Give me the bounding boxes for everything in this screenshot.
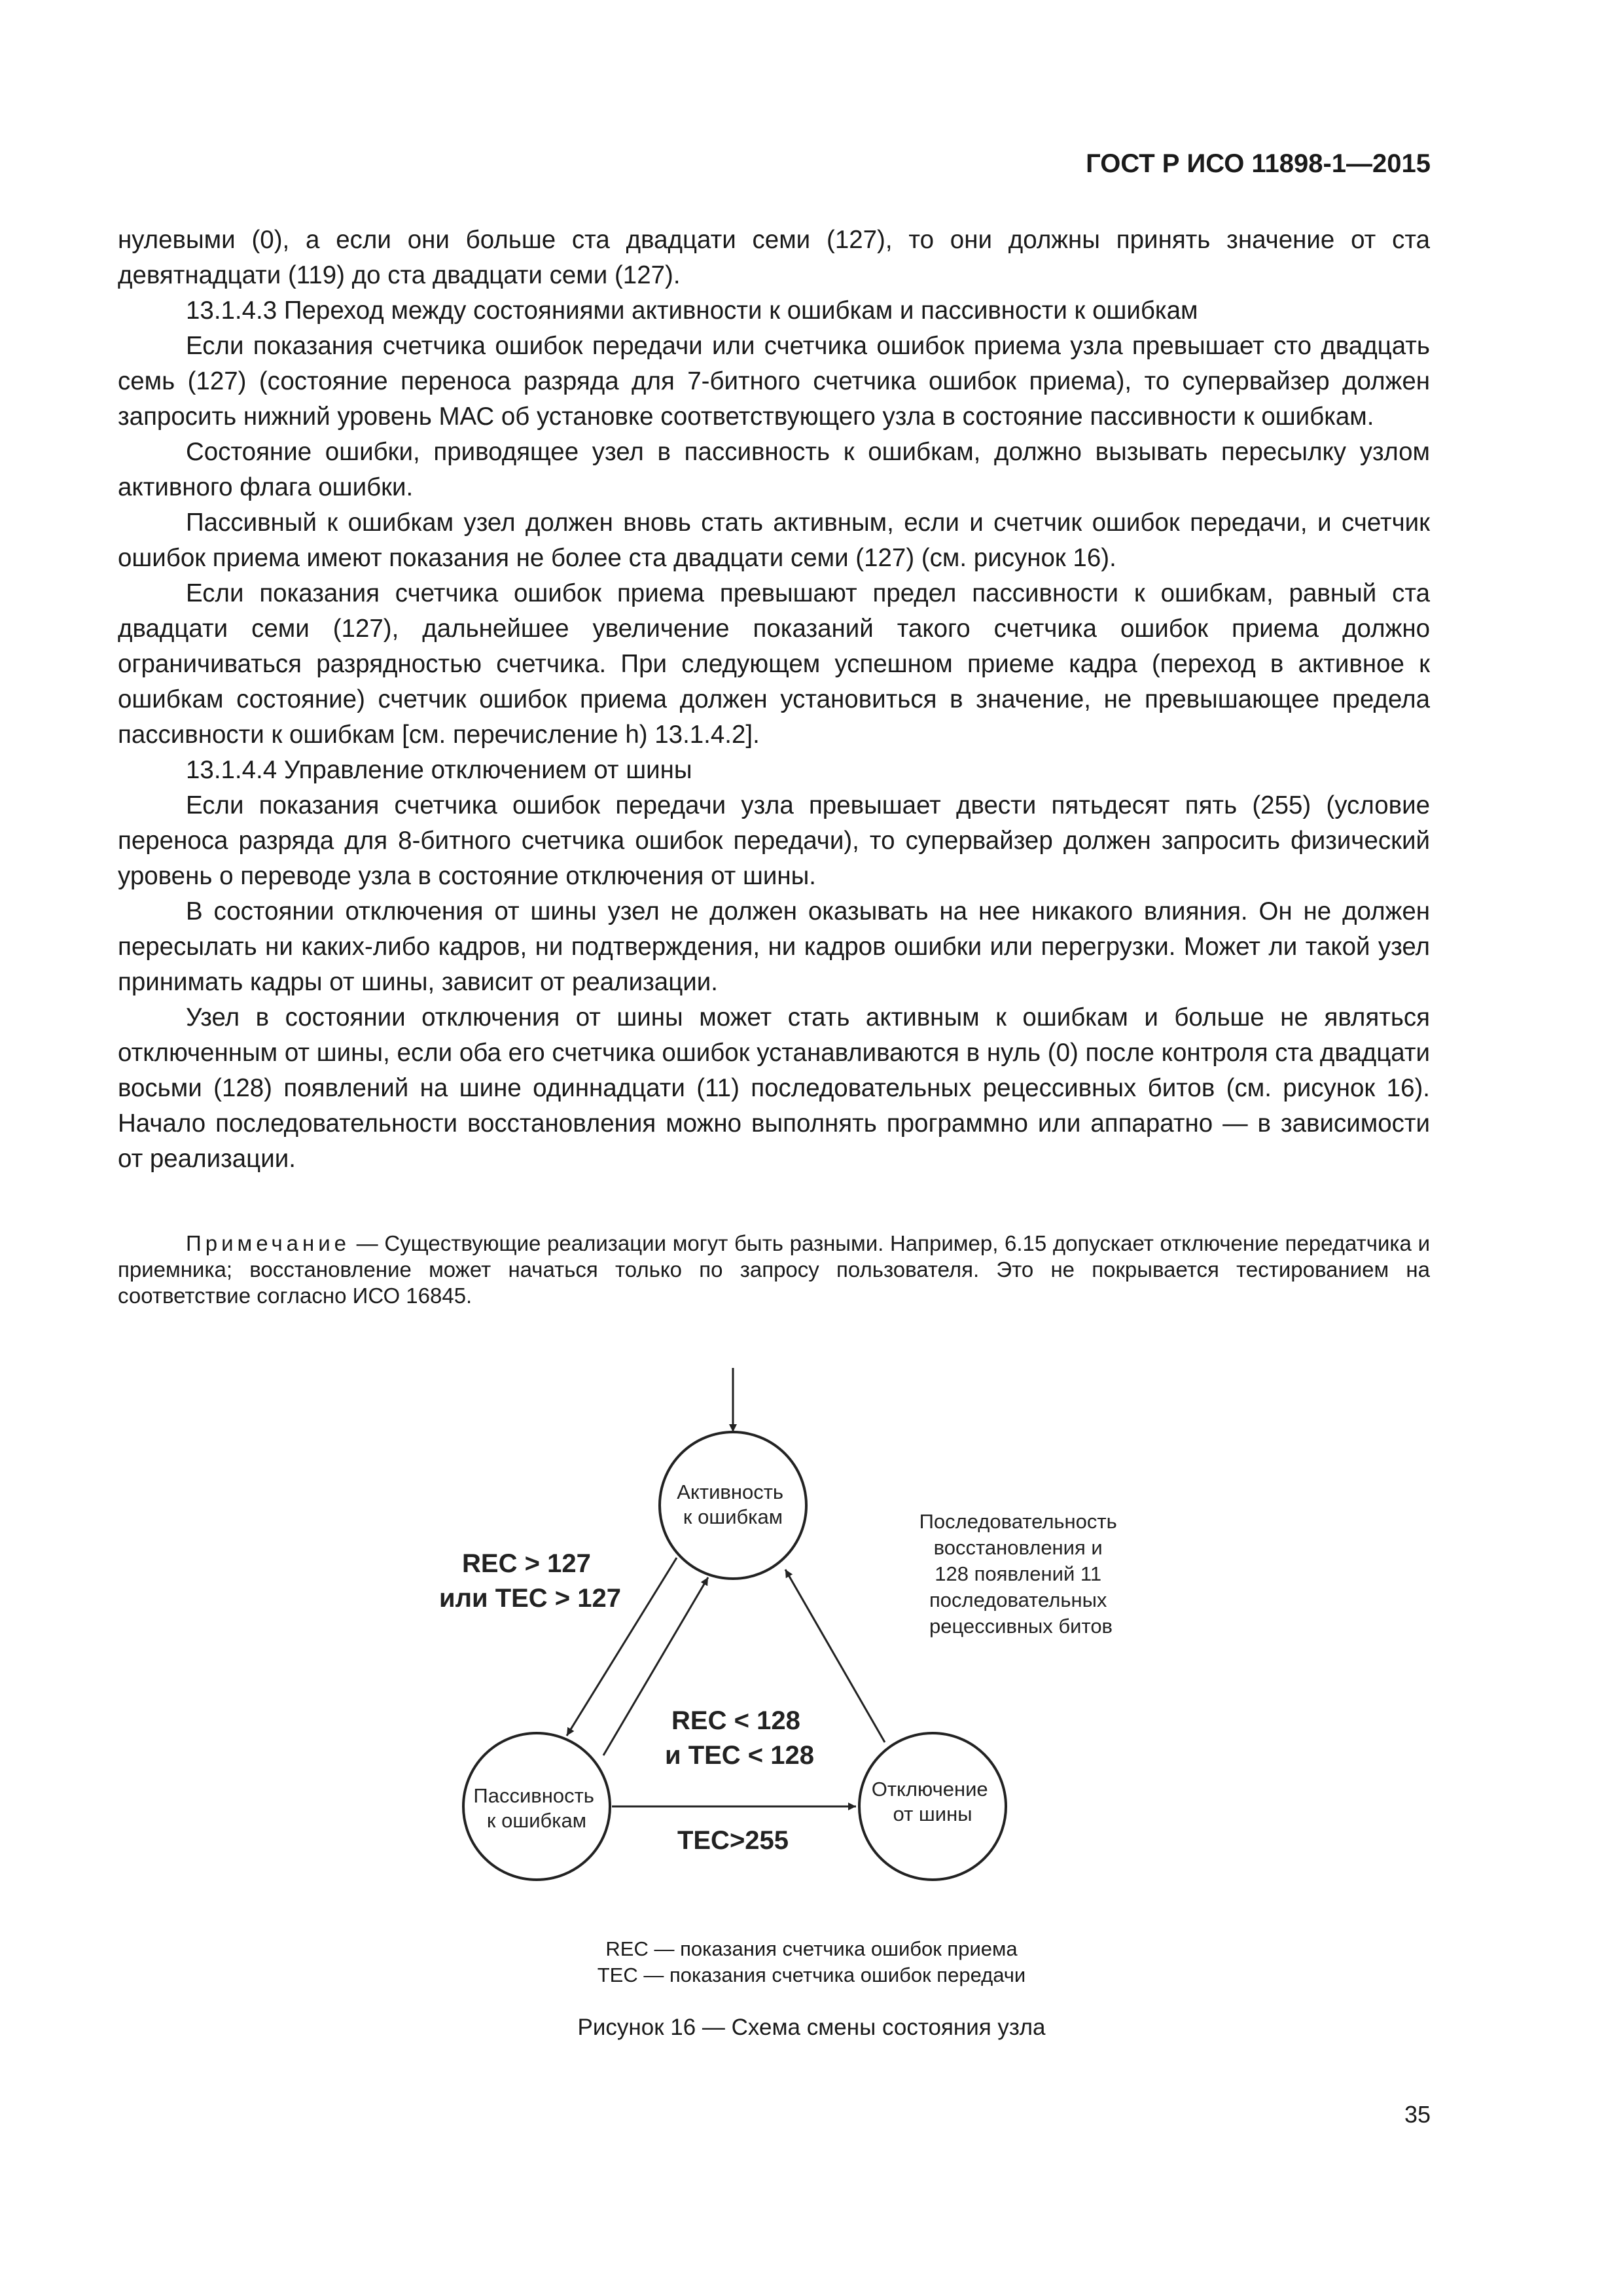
to-passive-condition: REC > 127 xyxy=(462,1549,591,1578)
legend-rec: REC — показания счетчика ошибок приема xyxy=(605,1937,1018,1960)
state-busoff-label: Отключение xyxy=(871,1778,988,1801)
state-diagram-figure xyxy=(0,1361,1623,1964)
section-heading: 13.1.4.4 Управление отключением от шины xyxy=(186,756,692,784)
figure-caption: Рисунок 16 — Схема смены состояния узла xyxy=(577,2015,1046,2040)
paragraph: Если показания счетчика ошибок передачи узла превышает двести пятьдесят пять (255) (условие переноса разряда для 8-битного счетчика ошибок передачи), то супервайзер должен запросить физический уровень о переводе узла в состояние отключения от шины. xyxy=(118,791,1430,890)
note-text: — Существующие реализации могут быть разными. Например, 6.15 допускает отключение передатчика и приемника; восстановление может начаться только по запросу пользователя. Это не покрывается тестированием на соответствие согласно ИСО 16845. xyxy=(118,1231,1430,1308)
recovery-condition: рецессивных битов xyxy=(929,1615,1113,1638)
document-header: ГОСТ Р ИСО 11898-1—2015 xyxy=(1086,149,1431,178)
to-active-condition: REC < 128 xyxy=(671,1706,800,1735)
paragraph: Состояние ошибки, приводящее узел в пассивность к ошибкам, должно вызывать пересылку узлом активного флага ошибки. xyxy=(118,438,1430,501)
paragraph: В состоянии отключения от шины узел не должен оказывать на нее никакого влияния. Он не должен пересылать ни каких-либо кадров, ни подтверждения, ни кадров ошибки или перегрузки. Может ли такой узел принимать кадры от шины, зависит от реализации. xyxy=(118,897,1430,996)
svg-text:Последовательность восст xyxy=(919,1510,1123,1638)
svg-text:REC > 127 или TEC > 127 xyxy=(439,1549,621,1613)
recovery-condition: последовательных xyxy=(929,1588,1107,1611)
paragraph: Узел в состоянии отключения от шины может стать активным к ошибкам и больше не являться отключенным от шины, если оба его счетчика ошибок устанавливаются в нуль (0) после контроля ста двадцати восьми (128) появлений на шине одиннадцати (11) последовательных рецессивных битов (см. рисунок 16). Начало последовательности восстановления можно выполнять программно или аппаратно — в зависимости от реализации. xyxy=(118,1003,1430,1173)
recovery-condition: Последовательность xyxy=(919,1510,1117,1533)
paragraph: нулевыми (0), а если они больше ста двадцати семи (127), то они должны принять значение от ста девятнадцати (119) до ста двадцати семи (127). xyxy=(118,226,1430,289)
recovery-condition: восстановления и xyxy=(933,1536,1103,1559)
svg-text:REC < 128 и TEC < 128 xyxy=(665,1706,814,1770)
page-number: 35 xyxy=(1404,2101,1431,2128)
state-busoff-label: от шины xyxy=(893,1803,972,1825)
paragraph: Если показания счетчика ошибок приема превышают предел пассивности к ошибкам, равный ста двадцати семи (127), дальнейшее увеличение показаний такого счетчика ошибок приема должно ограничиваться разрядностью счетчика. При следующем успешном приеме кадра (переход в активное к ошибкам состояние) счетчик ошибок приема должен установиться в значение, не превышающее предела пассивности к ошибкам [см. перечисление h) 13.1.4.2]. xyxy=(118,579,1430,749)
to-passive-condition: или TEC > 127 xyxy=(438,1584,622,1613)
paragraph: Пассивный к ошибкам узел должен вновь стать активным, если и счетчик ошибок передачи, и счетчик ошибок приема имеют показания не более ста двадцати семи (127) (см. рисунок 16). xyxy=(118,509,1430,572)
state-active-label: к ошибкам xyxy=(683,1505,783,1528)
state-diagram xyxy=(0,1361,1623,1964)
body-text xyxy=(118,223,1430,1177)
state-passive-label: Пассивность xyxy=(473,1784,594,1807)
note-label: Примечание xyxy=(186,1231,351,1255)
legend-tec: TEC — показания счетчика ошибок передачи xyxy=(597,1964,1026,1986)
state-active-label: Активность xyxy=(677,1480,784,1503)
to-busoff-condition: TEC>255 xyxy=(677,1826,789,1855)
state-passive-label: к ошибкам xyxy=(486,1809,587,1832)
to-active-condition: и TEC < 128 xyxy=(664,1741,815,1770)
section-heading: 13.1.4.3 Переход между состояниями активности к ошибкам и пассивности к ошибкам xyxy=(186,296,1198,325)
recovery-condition: 128 появлений 11 xyxy=(935,1562,1102,1585)
paragraph: Если показания счетчика ошибок передачи или счетчика ошибок приема узла превышает сто двадцать семь (127) (состояние переноса разряда для 7-битного счетчика ошибок приема), то супервайзер должен запросить нижний уровень МАС об установке соответствующего узла в состояние пассивности к ошибкам. xyxy=(118,332,1430,431)
note xyxy=(118,1230,1430,1309)
